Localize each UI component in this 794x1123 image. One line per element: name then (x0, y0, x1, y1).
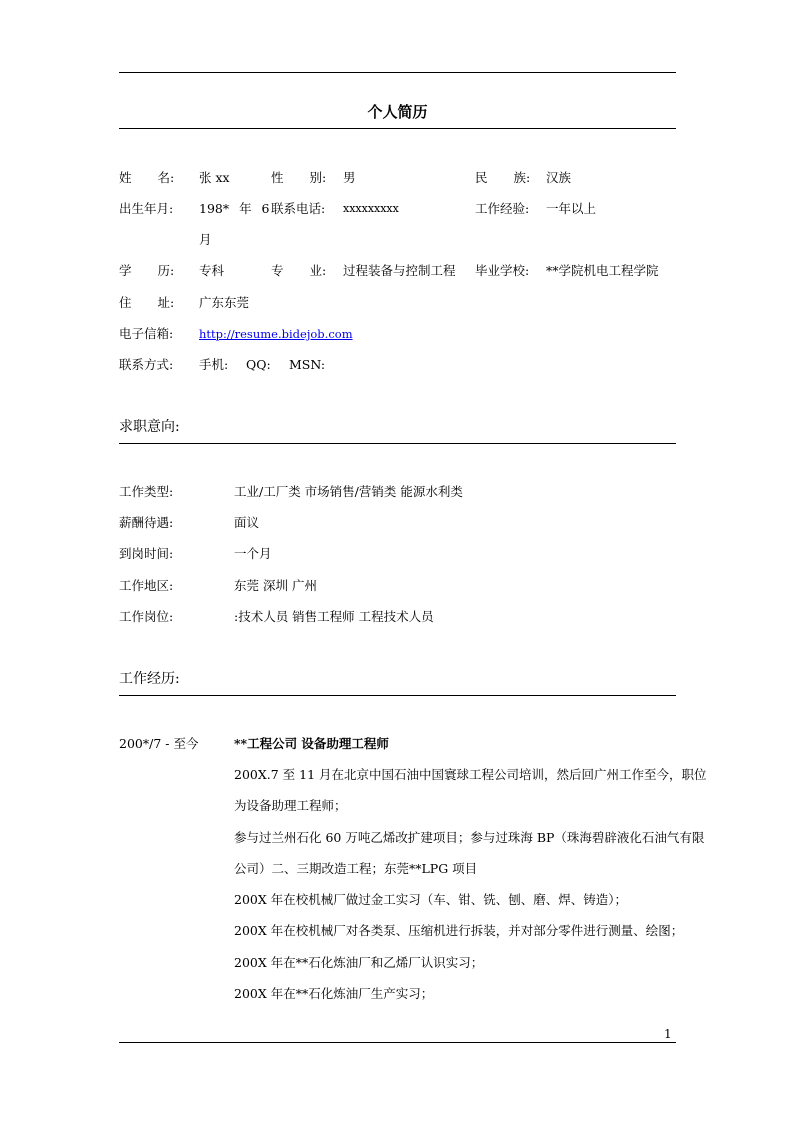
intent-value: 东莞 深圳 广州 (234, 578, 317, 593)
intent-value: 面议 (234, 515, 260, 530)
experience-line: 200X 年在**石化炼油厂和乙烯厂认识实习； (234, 955, 484, 970)
experience-line: 200X 年在**石化炼油厂生产实习； (234, 986, 434, 1001)
major-value: 过程装备与控制工程 (343, 263, 456, 278)
ethnic-value: 汉族 (546, 170, 572, 185)
intent-value: 工业/工厂类 市场销售/营销类 能源水利类 (234, 484, 463, 499)
experience-line: 参与过兰州石化 60 万吨乙烯改扩建项目；参与过珠海 BP（珠海碧辟液化石油气有限 (234, 830, 705, 845)
contact-qq: QQ: (246, 357, 271, 372)
phone-value: xxxxxxxxx (343, 202, 399, 215)
intent-heading: 求职意向: (119, 419, 180, 435)
intent-value: 一个月 (234, 546, 272, 561)
intent-label: 工作类型: (119, 484, 174, 499)
education-value: 专科 (199, 263, 225, 278)
experience-value: 一年以上 (546, 201, 597, 216)
intent-value: :技术人员 销售工程师 工程技术人员 (234, 609, 434, 624)
page-number: 1 (664, 1027, 672, 1041)
phone-label: 联系电话: (271, 201, 326, 216)
intent-label: 薪酬待遇: (119, 515, 174, 530)
email-label: 电子信箱: (119, 326, 174, 341)
gender-value: 男 (343, 170, 356, 185)
address-label: 住 址: (119, 295, 175, 310)
ethnic-label: 民 族: (475, 170, 531, 185)
school-value: **学院机电工程学院 (546, 263, 659, 278)
intent-label: 工作地区: (119, 578, 174, 593)
education-label: 学 历: (119, 263, 175, 278)
intent-rule (119, 443, 676, 444)
name-value: 张 xx (199, 170, 230, 185)
birth-label: 出生年月: (119, 201, 174, 216)
experience-line: 200X 年在校机械厂对各类泵、压缩机进行拆装，并对部分零件进行测量、绘图； (234, 923, 684, 938)
contact-msn: MSN: (289, 357, 326, 372)
title-rule (119, 128, 676, 129)
page-title: 个人简历 (367, 103, 428, 121)
email-link[interactable]: http://resume.bidejob.com (199, 327, 353, 341)
major-label: 专 业: (271, 263, 327, 278)
birth-value: 198* 年 6 (199, 201, 270, 216)
experience-company-title: **工程公司 设备助理工程师 (234, 736, 389, 751)
experience-label: 工作经验: (475, 201, 530, 216)
experience-line: 公司）二、三期改造工程；东莞**LPG 项目 (234, 861, 478, 876)
address-value: 广东东莞 (199, 295, 250, 310)
intent-label: 工作岗位: (119, 609, 174, 624)
experience-line: 为设备助理工程师； (234, 798, 347, 813)
school-label: 毕业学校: (475, 263, 530, 278)
experience-line: 200X 年在校机械厂做过金工实习（车、钳、铣、刨、磨、焊、铸造）； (234, 892, 627, 907)
contact-label: 联系方式: (119, 357, 174, 372)
experience-rule (119, 695, 676, 696)
contact-mobile: 手机: (199, 357, 229, 372)
gender-label: 性 别: (271, 170, 327, 185)
footer-rule (119, 1042, 676, 1043)
header-rule (119, 72, 676, 73)
birth-value-cont: 月 (199, 232, 212, 247)
experience-line: 200X.7 至 11 月在北京中国石油中国寰球工程公司培训，然后回广州工作至今，职位 (234, 767, 707, 782)
name-label: 姓 名: (119, 170, 175, 185)
experience-period: 200*/7 - 至今 (119, 736, 199, 751)
intent-label: 到岗时间: (119, 546, 174, 561)
experience-heading: 工作经历: (119, 671, 180, 687)
